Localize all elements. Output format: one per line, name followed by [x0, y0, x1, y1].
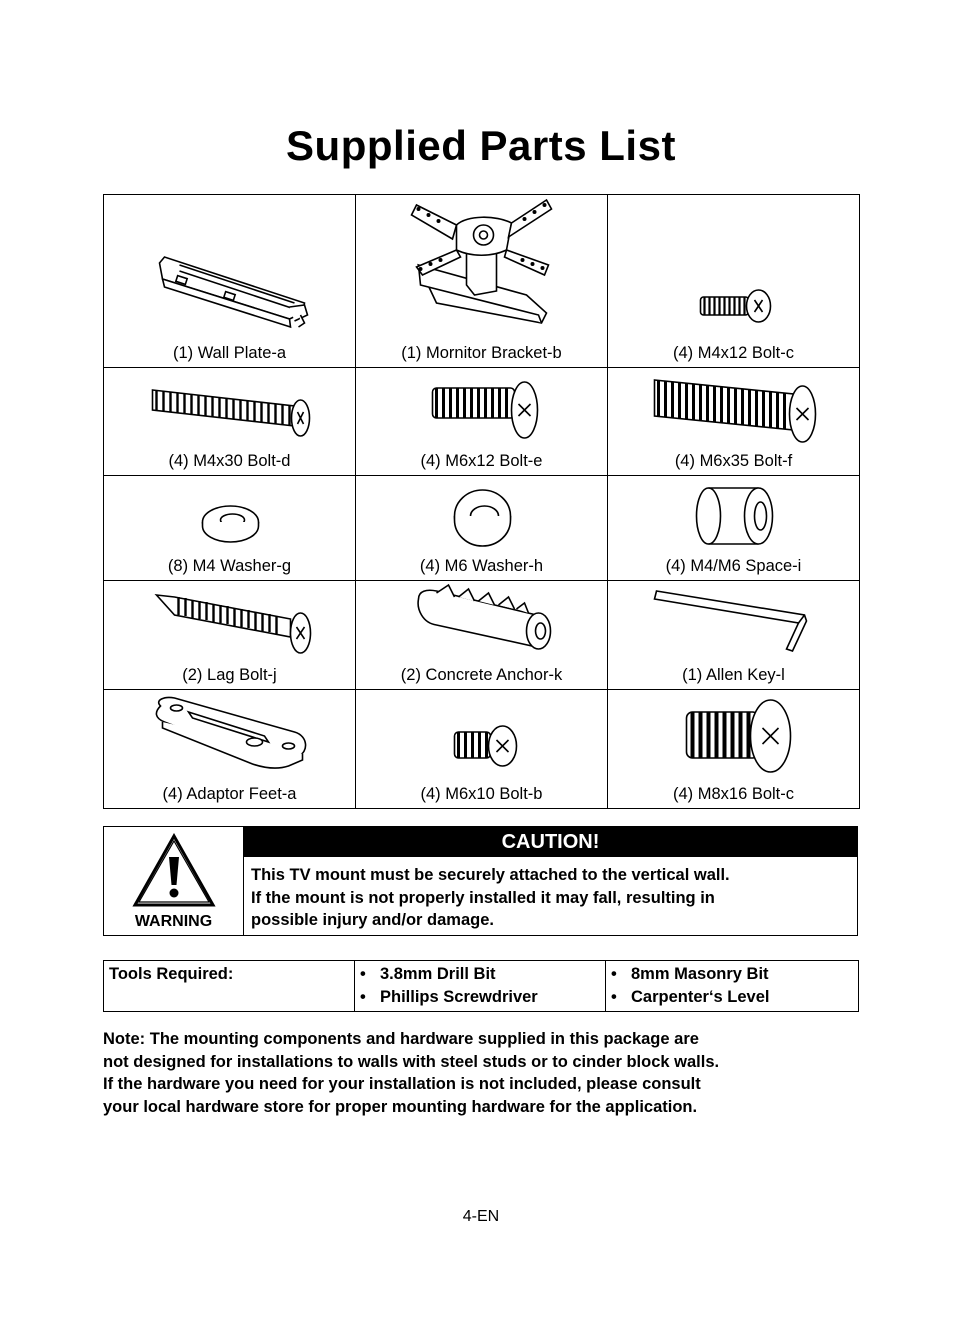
part-label: (4) M8x16 Bolt-c — [672, 785, 795, 803]
tools-column-1 — [355, 961, 606, 1012]
caution-text — [251, 864, 851, 932]
part-cell — [104, 476, 356, 581]
tools-heading: Tools Required: — [104, 961, 355, 1012]
caution-line: If the mount is not properly installed it may fall, resulting in — [251, 888, 715, 907]
washer-icon — [104, 476, 355, 558]
adaptor-feet-icon — [104, 690, 355, 786]
parts-table — [103, 194, 860, 809]
part-label: (4) M4x12 Bolt-c — [672, 344, 795, 362]
bolt-icon — [104, 368, 355, 453]
part-cell — [104, 581, 356, 690]
lag-bolt-icon — [104, 581, 355, 667]
page-title: Supplied Parts List — [286, 122, 676, 169]
part-cell — [608, 368, 860, 476]
tool-item: • 3.8mm Drill Bit — [360, 963, 600, 986]
note-line: Note: The mounting components and hardware supplied in this package are — [103, 1030, 699, 1048]
part-label: (2) Concrete Anchor-k — [400, 666, 563, 684]
part-label: (1) Mornitor Bracket-b — [401, 344, 562, 362]
tool-item: • Phillips Screwdriver — [360, 986, 600, 1009]
bolt-icon — [608, 690, 859, 786]
part-label: (1) Wall Plate-a — [172, 344, 287, 362]
bolt-icon — [608, 368, 859, 453]
part-cell — [104, 195, 356, 368]
warning-triangle-icon — [132, 833, 216, 909]
warning-label: WARNING — [134, 913, 213, 930]
caution-line: possible injury and/or damage. — [251, 911, 494, 929]
warning-panel — [104, 827, 244, 935]
part-cell — [608, 476, 860, 581]
wall-plate-icon — [104, 195, 355, 345]
bolt-icon — [356, 368, 607, 453]
allen-key-icon — [608, 581, 859, 667]
part-label: (4) M4/M6 Space-i — [665, 557, 802, 575]
concrete-anchor-icon — [356, 581, 607, 667]
note-line: not designed for installations to walls with steel studs or to cinder block walls. — [103, 1052, 720, 1071]
part-label: (4) M6x35 Bolt-f — [674, 452, 793, 470]
part-cell — [356, 581, 608, 690]
note-line: If the hardware you need for your installation is not included, please consult — [103, 1075, 701, 1093]
part-cell — [104, 690, 356, 809]
tool-item: • Carpenter‘s Level — [611, 986, 853, 1009]
part-cell — [104, 368, 356, 476]
tool-item: • 8mm Masonry Bit — [611, 963, 853, 986]
caution-heading: CAUTION! — [244, 827, 857, 857]
part-label: (4) Adaptor Feet-a — [162, 785, 297, 803]
part-cell — [608, 581, 860, 690]
caution-box — [103, 826, 858, 936]
part-cell — [608, 195, 860, 368]
bolt-icon — [608, 195, 859, 345]
part-cell — [356, 195, 608, 368]
part-label: (4) M6 Washer-h — [419, 557, 544, 575]
note-paragraph — [103, 1028, 843, 1118]
part-label: (4) M6x12 Bolt-e — [420, 452, 543, 470]
page-number: 4-EN — [462, 1208, 500, 1225]
part-label: (4) M4x30 Bolt-d — [168, 452, 291, 470]
tools-column-2 — [606, 961, 859, 1012]
note-line: your local hardware store for proper mounting hardware for the application. — [103, 1097, 698, 1116]
part-label: (4) M6x10 Bolt-b — [420, 785, 543, 803]
monitor-bracket-icon — [356, 195, 607, 345]
part-label: (2) Lag Bolt-j — [182, 666, 277, 684]
washer-icon — [356, 476, 607, 558]
caution-line: This TV mount must be securely attached to the vertical wall. — [251, 866, 730, 884]
tools-table — [103, 960, 859, 1012]
part-cell — [608, 690, 860, 809]
bolt-icon — [356, 690, 607, 786]
part-label: (8) M4 Washer-g — [167, 557, 292, 575]
part-cell — [356, 690, 608, 809]
spacer-icon — [608, 476, 859, 558]
part-cell — [356, 476, 608, 581]
part-label: (1) Allen Key-l — [682, 666, 785, 684]
part-cell — [356, 368, 608, 476]
